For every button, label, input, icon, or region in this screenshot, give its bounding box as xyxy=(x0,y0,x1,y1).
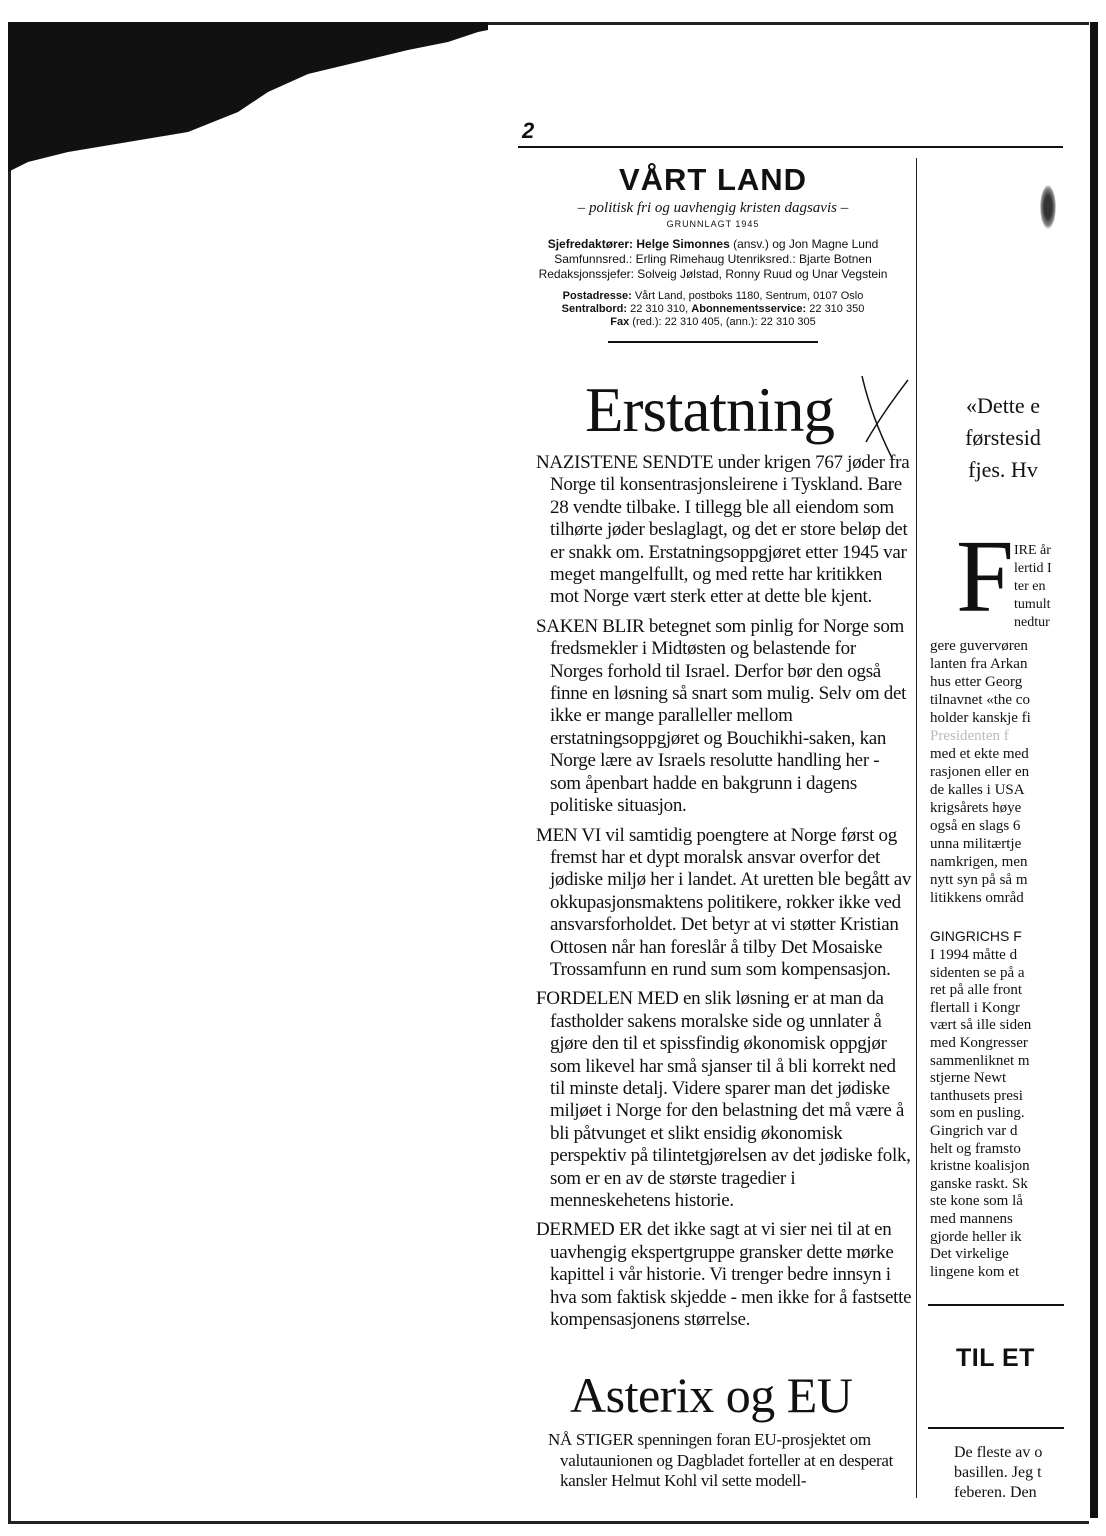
text-line: nedtur xyxy=(1014,615,1050,630)
postal-label: Postadresse: xyxy=(562,290,632,302)
paragraph xyxy=(522,825,912,982)
text-line: nytt syn på så m xyxy=(930,872,1028,888)
pull-quote xyxy=(942,390,1064,486)
paragraph-text: vil samtidig poengtere at Norge først og fremst har et dypt moralsk ansvar overfor det jødiske miljø her i landet. At uretten ble begått av okkupasjonsmaktens politikere, rokker ikke ved ansvarsforholdet. Det betyr at vi støtter Kristian Ottosen når han foreslår å tilby Det Mosaiske Trossamfunn en rund sum som kompensasjon. xyxy=(550,824,912,980)
masthead xyxy=(528,158,898,343)
section-editors: Redaksjonssjefer: Solveig Jølstad, Ronny Ruud og Unar Vegstein xyxy=(538,267,888,281)
masthead-rule xyxy=(608,341,818,343)
paragraph xyxy=(522,452,912,609)
scan-edge xyxy=(1090,22,1098,1518)
text-line: krigsårets høye xyxy=(930,800,1022,816)
text-line: Gingrich var d xyxy=(930,1122,1018,1139)
text-line: stjerne Newt xyxy=(930,1070,1007,1087)
paragraph-lead: NAZISTENE SENDTE xyxy=(536,452,714,473)
paragraph-text: det ikke sagt at vi sier nei til at en uavhengig ekspertgruppe gransker dette mørke kapittel i vår historie. Vi trenger bedre innsyn i hva som faktisk skjedde - men ikke for å fastsette kompensasjonens størrelse. xyxy=(550,1219,912,1331)
paragraph-text: spenningen foran EU-prosjektet om valutaunionen og Dagbladet forteller at en desperat kansler Helmut Kohl vil sette modell- xyxy=(560,1430,894,1490)
paragraph-text: en slik løsning er at man da fastholder sakens moralske side og unnlater å gjøre den til et spissfindig økonomisk oppgjør som likevel har små sjanser til å bli korrekt ned til minste detalj. Videre sparer man det jødiske miljøet i Norge for den belastning det må være å bli påtvunget et slikt ensidig økonomisk perspektiv på tilintetgjørelsen av det jødiske folk, som er en av de største tragedier i menneskehetens historie. xyxy=(550,988,911,1211)
text-line: litikkens områd xyxy=(930,890,1024,906)
top-rule xyxy=(518,146,1063,148)
text-line: basillen. Jeg t xyxy=(954,1464,1042,1481)
text-line: De fleste av o xyxy=(954,1444,1043,1461)
torn-page-shadow xyxy=(8,22,488,182)
right-column-text xyxy=(930,637,1064,907)
right-column-text-2 xyxy=(930,947,1064,1281)
text-line: namkrigen, men xyxy=(930,854,1028,870)
paragraph-lead: FORDELEN MED xyxy=(536,988,679,1010)
text-line: de kalles i USA xyxy=(930,782,1025,798)
quote-line: «Dette e xyxy=(966,393,1040,418)
text-line: ret på alle front xyxy=(930,982,1023,999)
paragraph xyxy=(522,988,912,1212)
editors-label: Sjefredaktører: Helge Simonnes xyxy=(547,237,730,251)
text-line: med et ekte med xyxy=(930,746,1029,762)
text-line: holder kanskje fi xyxy=(930,710,1031,726)
text-line: kristne koalisjon xyxy=(930,1158,1030,1175)
text-line: som en pusling. xyxy=(930,1105,1025,1122)
switchboard-number: 22 310 310, xyxy=(627,303,692,315)
paragraph-lead: DERMED ER xyxy=(536,1219,643,1241)
column-rule xyxy=(916,158,917,1498)
desk-editors: Samfunnsred.: Erling Rimehaug Utenriksred.: Bjarte Botnen xyxy=(554,252,872,266)
box-title: TIL ET xyxy=(956,1344,1035,1372)
second-editorial-headline: Asterix og EU xyxy=(570,1367,853,1423)
text-line: gere guvervøren xyxy=(930,638,1028,654)
text-line: helt og framsto xyxy=(930,1140,1021,1157)
text-line: gjorde heller ik xyxy=(930,1228,1022,1245)
text-line: flertall i Kongr xyxy=(930,999,1020,1016)
text-line: hus etter Georg xyxy=(930,674,1023,690)
text-line: lanten fra Arkan xyxy=(930,656,1028,672)
text-line: Presidenten f xyxy=(930,728,1009,744)
text-line: vært så ille siden xyxy=(930,1017,1032,1034)
section-rule xyxy=(928,1427,1064,1429)
postal-address: Vårt Land, postboks 1180, Sentrum, 0107 Oslo xyxy=(631,290,864,302)
fax-label: Fax xyxy=(610,316,630,328)
text-line: feberen. Den xyxy=(954,1484,1037,1501)
editors-block xyxy=(528,237,898,282)
text-line: I 1994 måtte d xyxy=(930,947,1018,963)
right-column-text-3 xyxy=(954,1443,1064,1503)
paragraph xyxy=(536,1430,911,1492)
subscription-number: 22 310 350 xyxy=(806,303,865,315)
text-line: IRE år xyxy=(1014,543,1051,558)
editorial-headline: Erstatning xyxy=(585,375,834,445)
page-number: 2 xyxy=(522,118,535,143)
right-column-subhead: GINGRICHS F xyxy=(930,928,1022,944)
paragraph-lead: SAKEN BLIR xyxy=(536,615,645,637)
paragraph-text: betegnet som pinlig for Norge som fredsmekler i Midtøsten og belastende for Norges forhold til Israel. Derfor bør den også finne en løsning så snart som mulig. Selv om det ikke er mange paralleller mellom erstatningsoppgjøret og Bouchikhi-saken, kan Norge lære av Israels resolutte handling her - som åpenbart hadde en bakgrunn i dagens politiske situasjon. xyxy=(550,615,907,817)
text-line: sidenten se på a xyxy=(930,964,1025,981)
text-line: lingene kom et xyxy=(930,1263,1020,1280)
text-line: tumult xyxy=(1014,597,1051,612)
switchboard-label: Sentralbord: xyxy=(561,303,628,315)
text-line: med mannens xyxy=(930,1210,1013,1227)
handwritten-x-mark xyxy=(854,372,914,462)
text-line: unna militærtje xyxy=(930,836,1022,852)
editorial-body xyxy=(522,452,912,1338)
text-line: ganske raskt. Sk xyxy=(930,1175,1028,1192)
photo-fragment xyxy=(1040,185,1056,229)
editors-rest: (ansv.) og Jon Magne Lund xyxy=(729,237,879,251)
paragraph-text: under krigen 767 jøder fra Norge til konsentrasjonsleirene i Tyskland. Bare 28 vendte tilbake. I tillegg ble all eiendom som tilhørte jøder beslaglagt, og det er store beløp det er snakk om. Erstatningsoppgjøret etter 1945 var meget mangelfullt, og med rette har kritikken mot Norge vært sterk etter at dette ble kjent. xyxy=(550,452,910,608)
text-line: Det virkelige xyxy=(930,1246,1009,1263)
text-line: ste kone som lå xyxy=(930,1193,1023,1210)
second-editorial-body xyxy=(536,1430,911,1492)
contact-block xyxy=(528,290,898,329)
quote-line: førstesid xyxy=(965,425,1041,450)
text-line: lertid I xyxy=(1014,561,1052,576)
text-line: også en slags 6 xyxy=(930,818,1021,834)
tagline: – politisk fri og uavhengig kristen dagsavis – xyxy=(577,200,849,216)
logo-text: VÅRT LAND xyxy=(618,162,808,197)
fax-numbers: (red.): 22 310 405, (ann.): 22 310 305 xyxy=(629,316,816,328)
drop-cap-lines xyxy=(1014,542,1064,632)
text-line: sammenliknet m xyxy=(930,1052,1030,1069)
subscription-label: Abonnementsservice: xyxy=(691,303,807,315)
paragraph-lead: MEN VI xyxy=(536,824,601,846)
text-line: med Kongresser xyxy=(930,1034,1028,1051)
paragraph-lead: NÅ STIGER xyxy=(548,1430,634,1449)
newspaper-logo xyxy=(528,162,898,198)
drop-cap: F xyxy=(956,519,1014,634)
quote-line: fjes. Hv xyxy=(968,457,1038,482)
text-line: tanthusets presi xyxy=(930,1087,1023,1104)
section-rule xyxy=(928,1304,1064,1306)
text-line: rasjonen eller en xyxy=(930,764,1030,780)
paragraph xyxy=(522,616,912,818)
paragraph xyxy=(522,1219,912,1331)
text-line: tilnavnet «the co xyxy=(930,692,1030,708)
founded-line: GRUNNLAGT 1945 xyxy=(666,219,760,229)
text-line: ter en xyxy=(1014,579,1046,594)
